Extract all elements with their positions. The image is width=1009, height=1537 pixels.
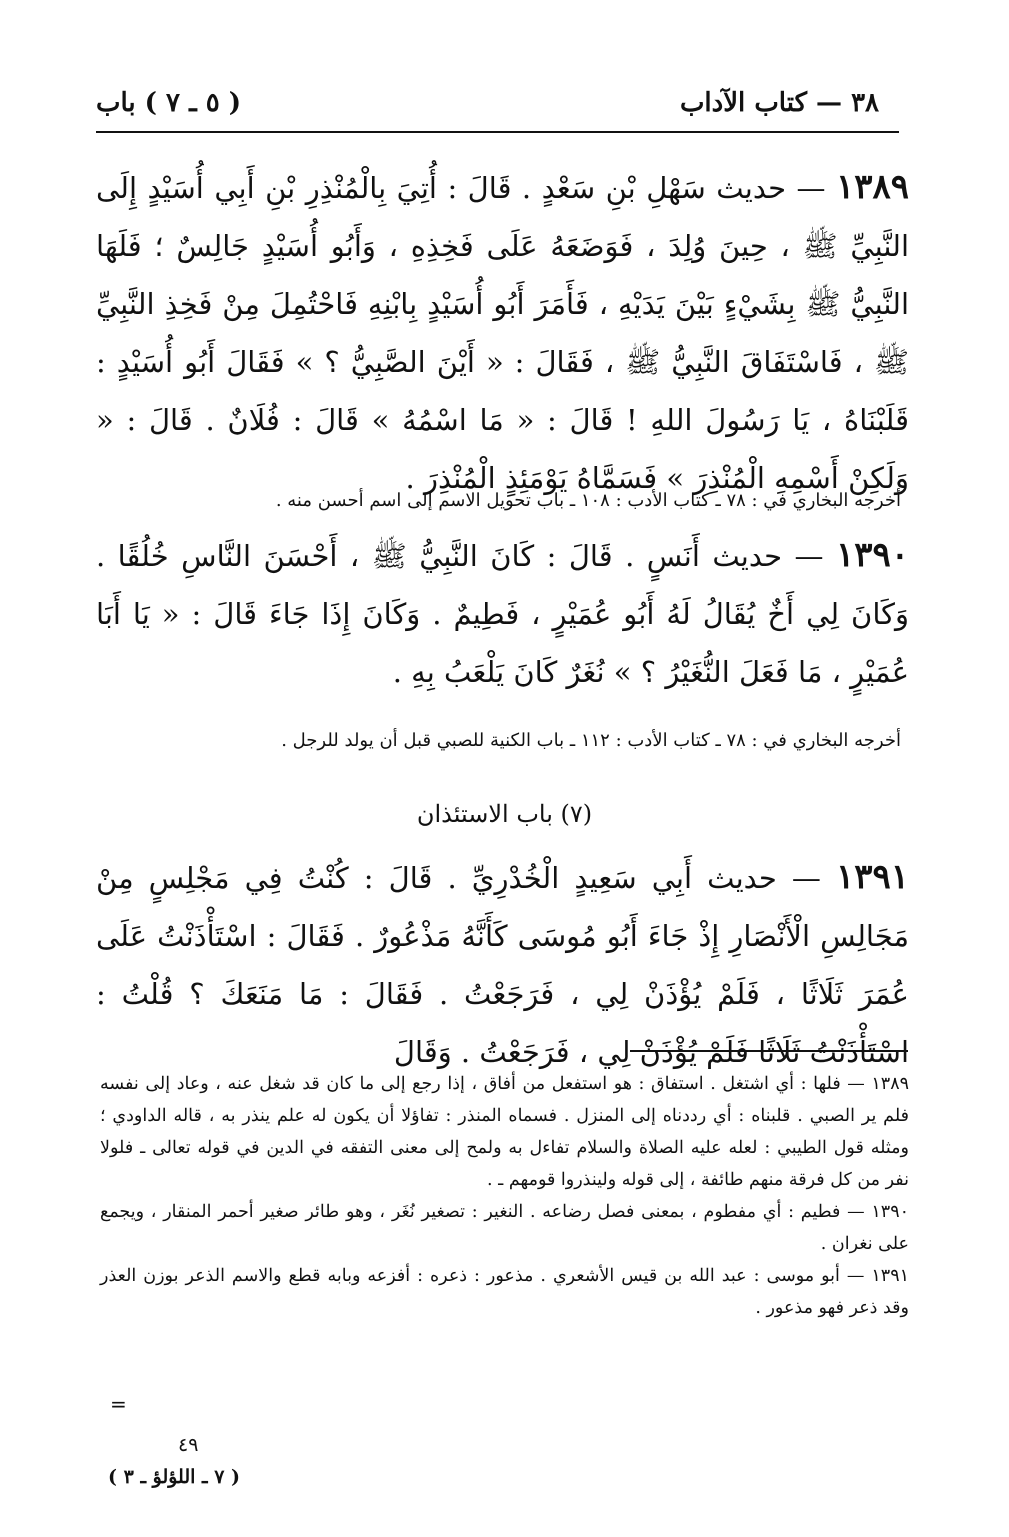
running-header xyxy=(96,88,879,128)
chapter-range: ( ٥ ـ ٧ ) باب xyxy=(96,88,242,118)
footnote-divider xyxy=(630,1050,908,1052)
hadith-1389 xyxy=(96,158,909,507)
footnote-1389: ١٣٨٩ — فلها : أي اشتغل . استفاق : هو استفعل من أفاق ، إذا رجع إلى ما كان قد شغل عنه ، وعاد إلى نفسه فلم ير الصبي . قلبناه : أي رددناه إلى المنزل . فسماه المنذر : تفاؤلا أن يكون له علم ينذر به ، قاله الداودي ؛ ومثله قول الطيبي : لعله عليه الصلاة والسلام تفاءل به ولمح إلى معنى التفقه في الدين في قوله تعالى ـ فلولا نفر من كل فرقة منهم طائفة ، إلى قوله ولينذروا قومهم ـ . xyxy=(100,1074,909,1190)
hadith-1391 xyxy=(96,848,909,1081)
continuation-mark: = xyxy=(110,1392,127,1416)
hadith-citation: أخرجه البخاري في : ٧٨ ـ كتاب الأدب : ١٠٨ ـ باب تحويل الاسم إلى اسم أحسن منه . xyxy=(275,490,901,511)
signature-mark: ( ٧ ـ اللؤلؤ ـ ٣ ) xyxy=(108,1466,241,1488)
hadith-citation: أخرجه البخاري في : ٧٨ ـ كتاب الأدب : ١١٢ ـ باب الكنية للصبي قبل أن يولد للرجل . xyxy=(281,730,901,751)
section-heading: (٧) باب الاستئذان xyxy=(416,800,593,828)
page-number: ٤٩ xyxy=(178,1434,199,1456)
footnote-1391: ١٣٩١ — أبو موسى : عبد الله بن قيس الأشعري . مذعور : ذعره : أفزعه وبابه قطع والاسم الذعر بوزن العذر وقد ذعر فهو مذعور . xyxy=(100,1266,909,1318)
footnote-1390: ١٣٩٠ — فطيم : أي مفطوم ، بمعنى فصل رضاعه . النغير : تصغير نُغَر ، وهو طائر صغير أحمر المنقار ، ويجمع على نغران . xyxy=(100,1202,909,1254)
header-divider xyxy=(96,131,899,133)
hadith-text: — حديث سَهْلِ بْنِ سَعْدٍ . قَالَ : أُتِيَ بِالْمُنْذِرِ بْنِ أَبِي أُسَيْدٍ إِلَى النَّبِيِّ ﷺ ، حِينَ وُلِدَ ، فَوَضَعَهُ عَلَى فَخِذِهِ ، وَأَبُو أُسَيْدٍ جَالِسٌ ؛ فَلَهَا النَّبِيُّ ﷺ بِشَيْءٍ بَيْنَ يَدَيْهِ ، فَأَمَرَ أَبُو أُسَيْدٍ بِابْنِهِ فَاحْتُمِلَ مِنْ فَخِذِ النَّبِيِّ ﷺ ، فَاسْتَفَاقَ النَّبِيُّ ﷺ ، فَقَالَ : « أَيْنَ الصَّبِيُّ ؟ » فَقَالَ أَبُو أُسَيْدٍ : قَلَبْنَاهُ ، يَا رَسُولَ اللهِ ! قَالَ : « مَا اسْمُهُ » قَالَ : فُلَانٌ . قَالَ : « وَلَكِنْ أَسْمِهِ الْمُنْذِرَ » فَسَمَّاهُ يَوْمَئِذٍ الْمُنْذِرَ . xyxy=(96,171,910,495)
hadith-text: — حديث أَنَسٍ . قَالَ : كَانَ النَّبِيُّ ﷺ ، أَحْسَنَ النَّاسِ خُلُقًا . وَكَانَ لِي أَخٌ يُقَالُ لَهُ أَبُو عُمَيْرٍ ، فَطِيمٌ . وَكَانَ إِذَا جَاءَ قَالَ : « يَا أَبَا عُمَيْرٍ ، مَا فَعَلَ النُّغَيْرُ ؟ » نُغَرٌ كَانَ يَلْعَبُ بِهِ . xyxy=(96,539,909,689)
hadith-text: — حديث أَبِي سَعِيدٍ الْخُدْرِيِّ . قَالَ : كُنْتُ فِي مَجْلِسٍ مِنْ مَجَالِسِ الْأَنْصَارِ إِذْ جَاءَ أَبُو مُوسَى كَأَنَّهُ مَذْعُورٌ . فَقَالَ : اسْتَأْذَنْتُ عَلَى عُمَرَ ثَلَاثًا ، فَلَمْ يُؤْذَنْ لِي ، فَرَجَعْتُ . فَقَالَ : مَا مَنَعَكَ ؟ قُلْتُ : اسْتَأْذَنْتُ ثَلَاثًا فَلَمْ يُؤْذَنْ لِي ، فَرَجَعْتُ . وَقَالَ xyxy=(96,861,909,1069)
hadith-number: ١٣٩١ xyxy=(835,857,909,897)
hadith-number: ١٣٩٠ xyxy=(835,535,910,575)
hadith-number: ١٣٨٩ xyxy=(835,167,910,207)
page-title: ٣٨ — كتاب الآداب xyxy=(679,88,879,118)
hadith-1390 xyxy=(96,526,909,701)
footnotes xyxy=(100,1068,909,1324)
